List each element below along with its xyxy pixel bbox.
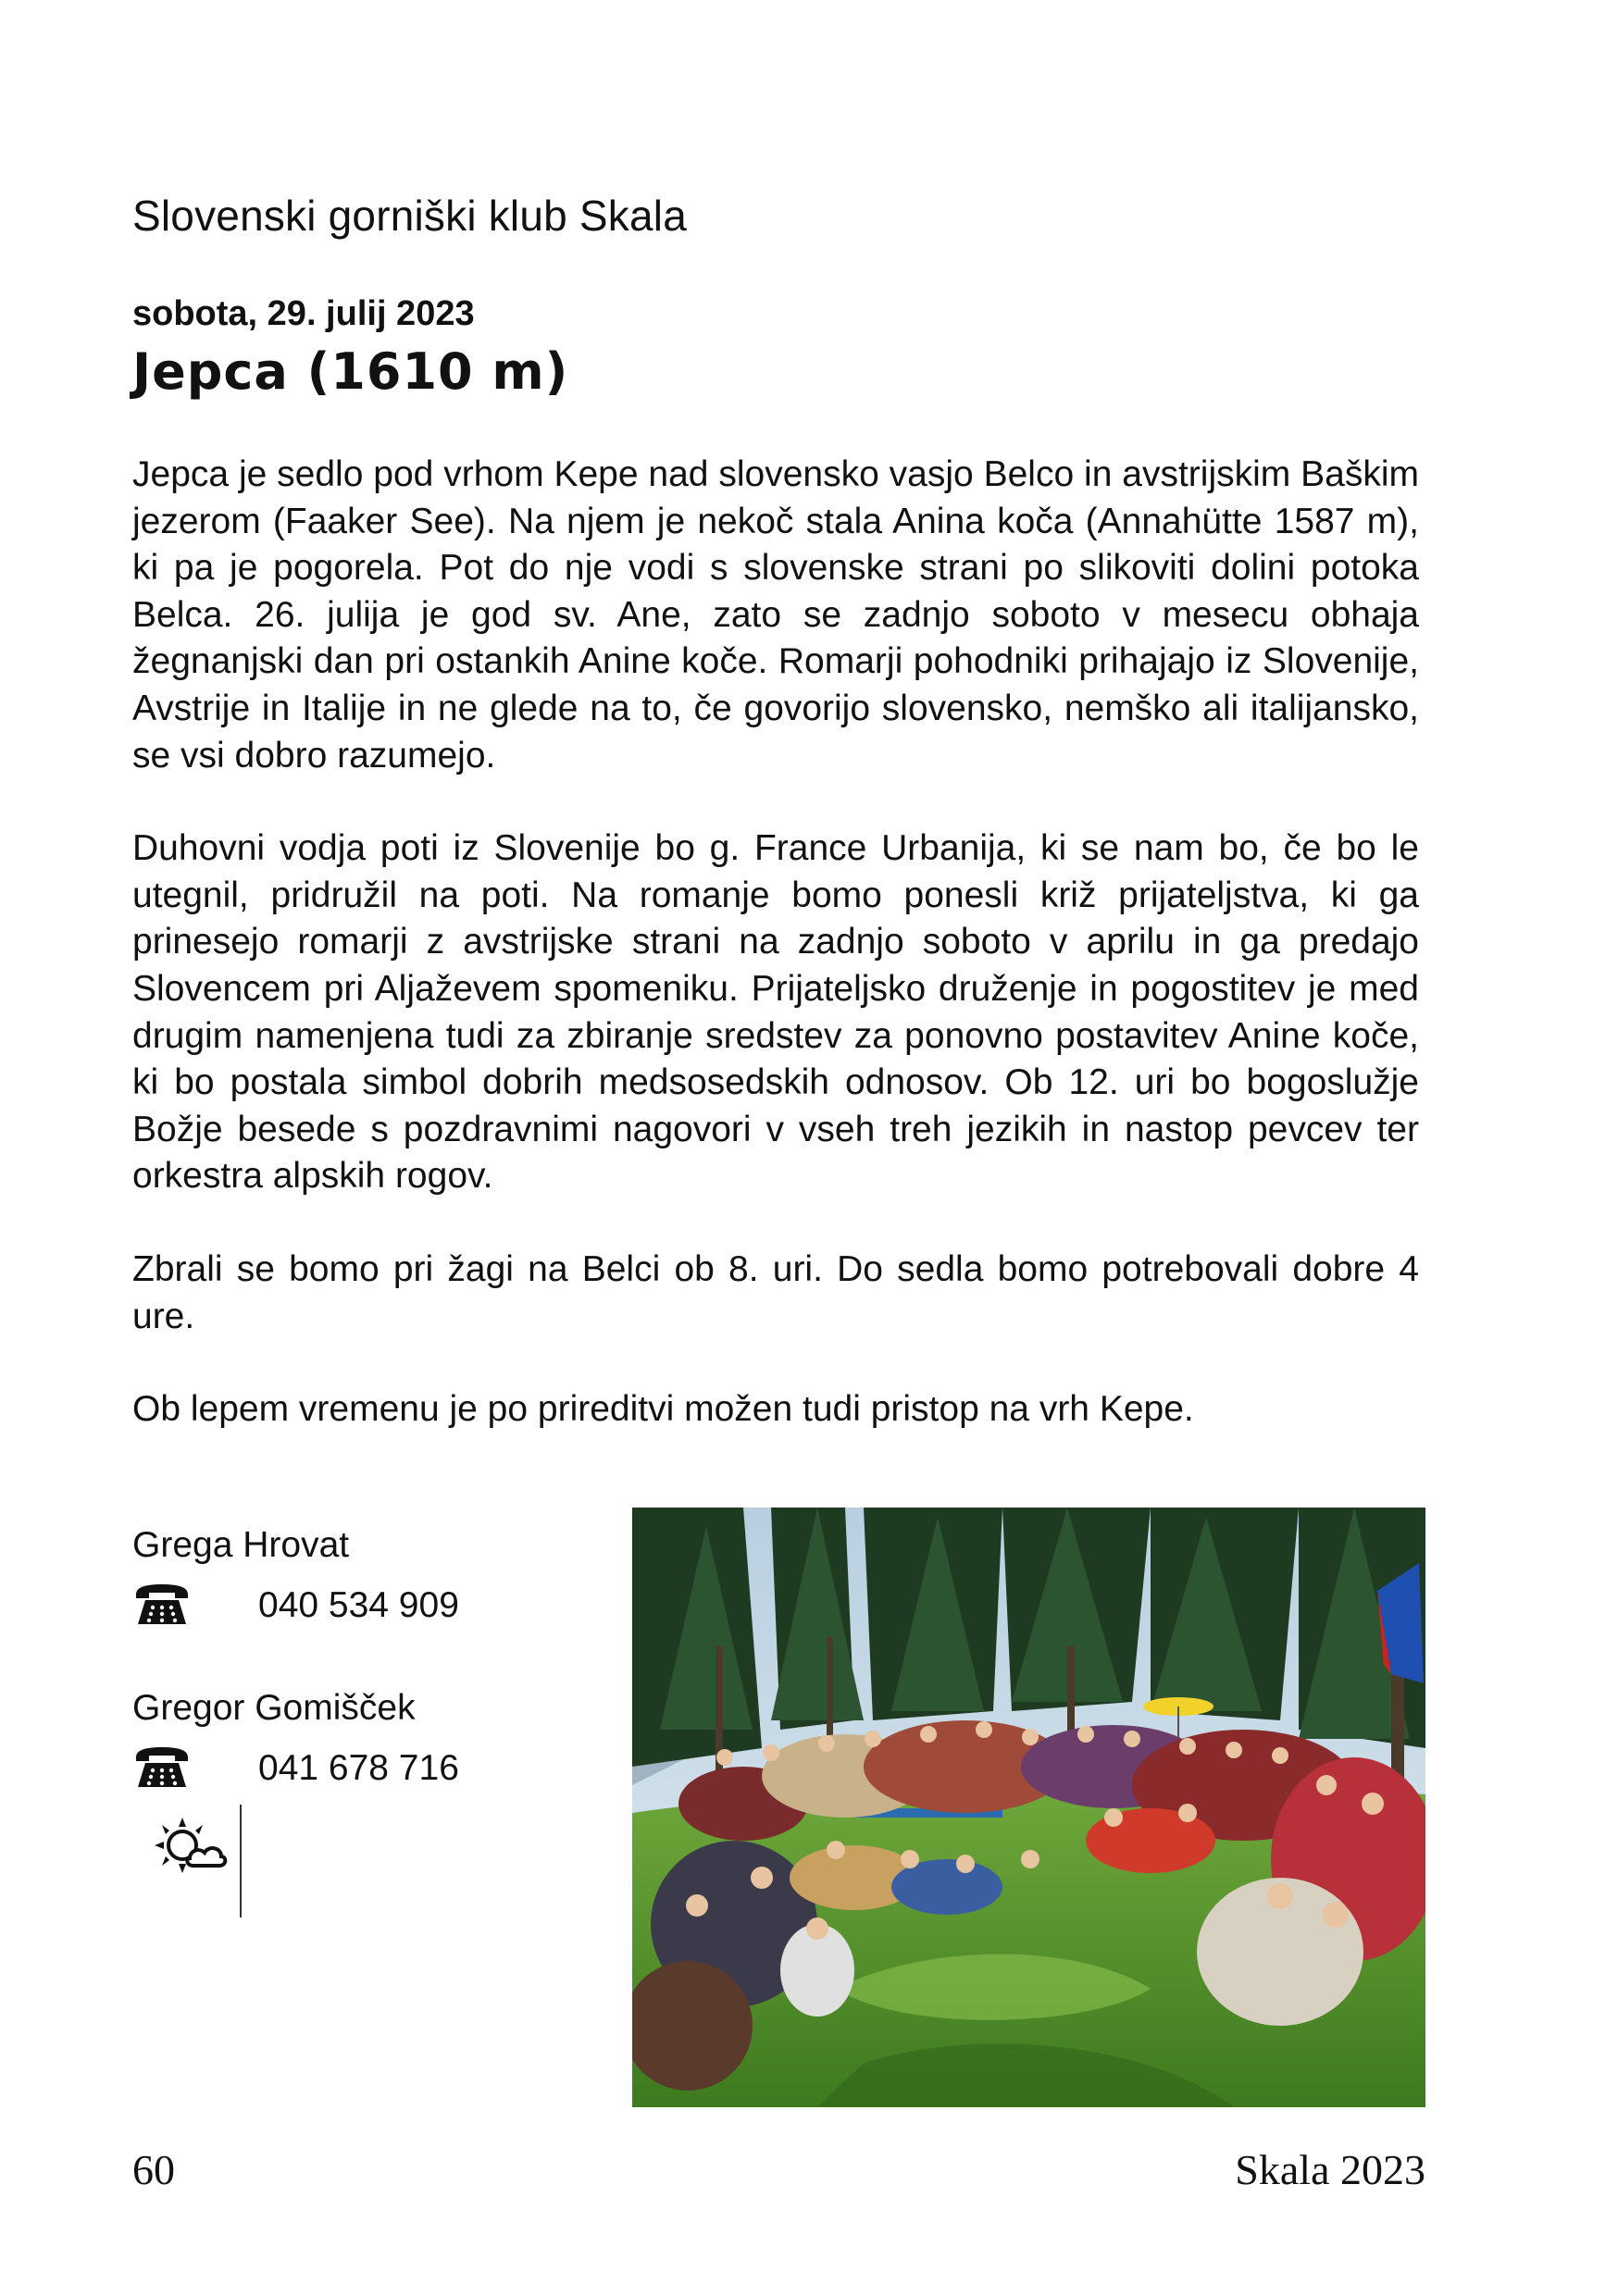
paragraph-meeting: Zbrali se bomo pri žagi na Belci ob 8. uri. Do sedla bomo potrebovali dobre 4 ure. bbox=[132, 1248, 1419, 1336]
club-name: Slovenski gorniški klub Skala bbox=[132, 192, 687, 240]
paragraph-summit: Ob lepem vremenu je po prireditvi možen tudi pristop na vrh Kepe. bbox=[132, 1389, 1194, 1430]
event-date: sobota, 29. julij 2023 bbox=[132, 294, 475, 333]
article-body bbox=[132, 452, 1419, 1480]
crowd-photo bbox=[632, 1508, 1425, 2107]
divider-line bbox=[240, 1805, 242, 1917]
contact-phone[interactable]: 040 534 909 bbox=[258, 1585, 459, 1625]
telephone-icon bbox=[132, 1744, 192, 1793]
sun-cloud-icon bbox=[153, 1814, 229, 1879]
contact-name: Gregor Gomišček bbox=[132, 1688, 416, 1728]
publication-name: Skala 2023 bbox=[1235, 2146, 1425, 2193]
page-number: 60 bbox=[132, 2146, 175, 2193]
paragraph-program: Duhovni vodja poti iz Slovenije bo g. France Urbanija, ki se nam bo, če bo le utegnil, pridružil na poti. Na romanje bomo ponesli križ prijateljstva, ki ga prinesejo romarji z avstrijske strani na zadnjo soboto v aprilu in ga predajo Slovencem pri Aljaževem spomeniku. Prijateljsko druženje in pogostitev je med drugim namenjena tudi za zbiranje sredstev za ponovno postavitev Anine koče, ki bo postala simbol dobrih medsosedskih odnosov. Ob 12. uri bo bogoslužje Božje besede s pozdravnimi nagovori v vseh treh jezikih in nastop pevcev ter orkestra alpskih rogov. bbox=[132, 828, 1419, 1197]
contact-phone[interactable]: 041 678 716 bbox=[258, 1748, 459, 1788]
contact-name: Grega Hrovat bbox=[132, 1525, 350, 1565]
contact-phone-row bbox=[132, 1736, 614, 1801]
contact-phone-row bbox=[132, 1573, 614, 1638]
event-title: Jepca (1610 m) bbox=[132, 342, 569, 401]
contacts bbox=[132, 1518, 614, 1801]
telephone-icon bbox=[132, 1582, 192, 1630]
paragraph-intro: Jepca je sedlo pod vrhom Kepe nad slovensko vasjo Belco in avstrijskim Baškim jezerom (Faaker See). Na njem je nekoč stala Anina koča (Annahütte 1587 m), ki pa je pogorela. Pot do nje vodi s slovenske strani po slikoviti dolini potoka Belca. 26. julija je god sv. Ane, zato se zadnjo soboto v mesecu obhaja žegnanjski dan pri ostankih Anine koče. Romarji pohodniki prihajajo iz Slovenije, Avstrije in Italije in ne glede na to, če govorijo slovensko, nemško ali italijansko, se vsi dobro razumejo. bbox=[132, 454, 1419, 776]
